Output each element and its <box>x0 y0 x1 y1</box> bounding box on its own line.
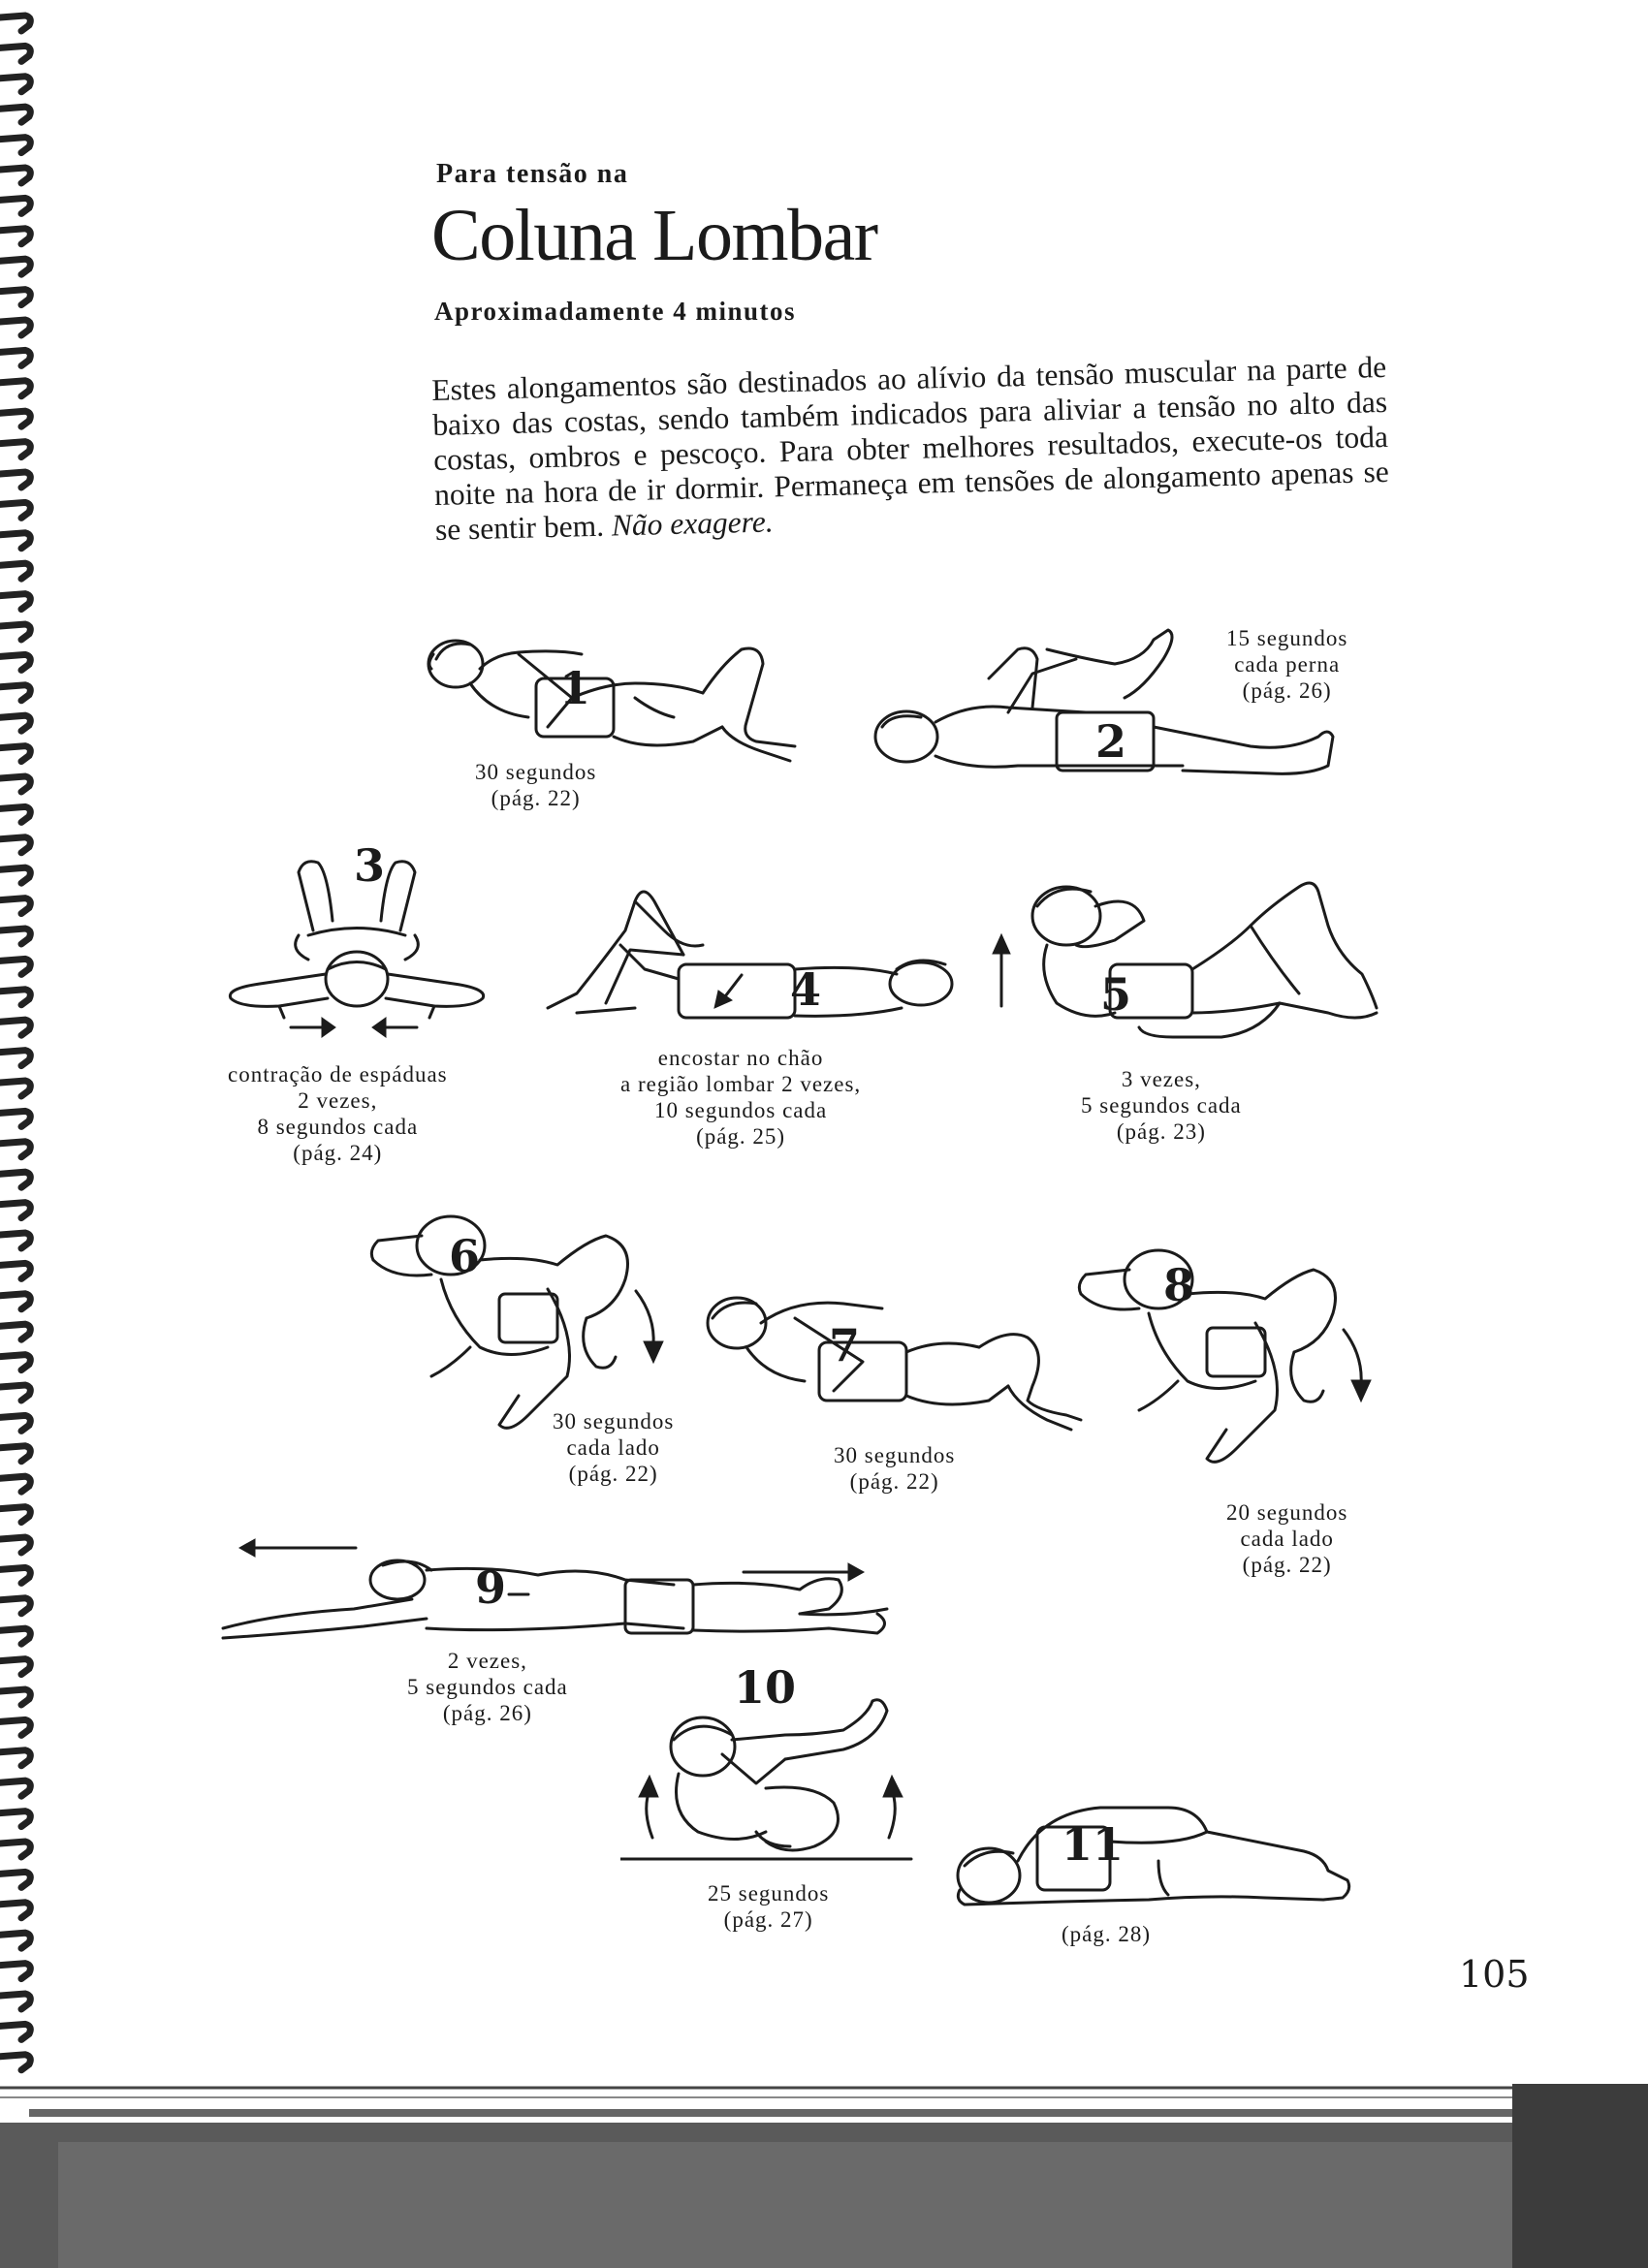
spiral-coil <box>0 320 30 335</box>
exercise-6-caption: 30 segundos cada lado (pág. 22) <box>553 1409 675 1486</box>
spiral-coil <box>0 259 30 274</box>
spiral-coil <box>0 1172 30 1187</box>
spiral-coil <box>0 837 30 853</box>
spiral-coil <box>0 959 30 974</box>
spiral-coil <box>0 1507 30 1523</box>
spiral-coil <box>0 929 30 944</box>
exercise-9-arrow-left-icon <box>238 1536 359 1559</box>
spiral-coil <box>0 1020 30 1035</box>
exercise-1-illustration <box>412 625 819 780</box>
spiral-coil <box>0 1294 30 1309</box>
exercise-5-caption: 3 vezes, 5 segundos cada (pág. 23) <box>1081 1067 1242 1144</box>
spiral-coil <box>0 168 30 183</box>
spiral-coil <box>0 1355 30 1370</box>
exercise-9-arrow-right-icon <box>742 1560 868 1584</box>
duration-label: Aproximadamente 4 minutos <box>434 297 797 326</box>
spiral-coil <box>0 1719 30 1735</box>
spiral-coil <box>0 563 30 579</box>
exercise-10-number: 10 <box>734 1661 797 1714</box>
exercise-4-caption: encostar no chão a região lombar 2 vezes, 10 segundos cada (pág. 25) <box>620 1046 862 1149</box>
spiral-coil <box>0 198 30 213</box>
intro-emphasis: Não exagere. <box>611 504 775 543</box>
spiral-coil <box>0 1111 30 1126</box>
exercise-1-caption: 30 segundos (pág. 22) <box>475 760 597 810</box>
exercise-11-caption: (pág. 28) <box>1062 1922 1152 1946</box>
spiral-coil <box>0 1842 30 1857</box>
spiral-coil <box>0 138 30 153</box>
exercise-3-caption: contração de espáduas 2 vezes, 8 segundos cada (pág. 24) <box>228 1062 448 1165</box>
exercise-4-arrow-icon <box>713 971 745 1010</box>
spiral-coil <box>0 1903 30 1918</box>
spiral-coil <box>0 1051 30 1066</box>
exercise-9-caption: 2 vezes, 5 segundos cada (pág. 26) <box>407 1649 568 1725</box>
exercise-10-illustration <box>620 1686 921 1871</box>
spiral-coil <box>0 715 30 731</box>
exercise-3-arrow-right-icon <box>289 1016 337 1039</box>
spiral-coil <box>0 2055 30 2070</box>
spiral-coil <box>0 442 30 457</box>
spiral-coil <box>0 502 30 518</box>
spiral-coil <box>0 1872 30 1887</box>
exercise-7-caption: 30 segundos (pág. 22) <box>834 1443 956 1494</box>
spiral-coil <box>0 1324 30 1339</box>
spiral-coil <box>0 1263 30 1278</box>
spiral-coil <box>0 654 30 670</box>
spiral-coil <box>0 2024 30 2039</box>
exercise-4-number: 4 <box>790 963 822 1016</box>
exercise-6-number: 6 <box>449 1230 481 1282</box>
exercise-8-illustration <box>1062 1236 1381 1478</box>
page-edge <box>0 2084 1648 2268</box>
spiral-coil <box>0 1964 30 1979</box>
spiral-coil <box>0 867 30 883</box>
spiral-coil <box>0 898 30 914</box>
exercise-5-arrow-icon <box>991 932 1012 1010</box>
spiral-coil <box>0 1933 30 1948</box>
spiral-coil <box>0 1659 30 1675</box>
spiral-coil <box>0 1811 30 1827</box>
exercise-10-caption: 25 segundos (pág. 27) <box>708 1881 830 1932</box>
spiral-coil <box>0 77 30 92</box>
exercise-10-arrow-right-icon <box>877 1774 906 1842</box>
spiral-coil <box>0 1203 30 1218</box>
exercise-1-number: 1 <box>559 662 591 714</box>
spiral-coil <box>0 990 30 1005</box>
spiral-binding <box>0 0 56 2094</box>
spiral-coil <box>0 1476 30 1492</box>
spiral-coil <box>0 1750 30 1766</box>
exercise-4-illustration <box>538 872 965 1027</box>
spiral-coil <box>0 290 30 305</box>
exercise-2-caption: 15 segundos cada perna (pág. 26) <box>1226 626 1348 703</box>
page-number: 105 <box>1459 1953 1530 1996</box>
exercise-8-number: 8 <box>1163 1259 1195 1311</box>
spiral-coil <box>0 229 30 244</box>
spiral-coil <box>0 533 30 549</box>
section-kicker: Para tensão na <box>436 159 629 189</box>
spiral-coil <box>0 1081 30 1096</box>
exercise-11-number: 11 <box>1062 1818 1125 1871</box>
exercise-7-number: 7 <box>829 1319 861 1371</box>
spiral-coil <box>0 1780 30 1796</box>
spiral-coil <box>0 1415 30 1431</box>
spiral-coil <box>0 806 30 822</box>
exercise-2-number: 2 <box>1095 715 1127 768</box>
exercise-8-arrow-icon <box>1338 1326 1377 1403</box>
spiral-coil <box>0 472 30 488</box>
spiral-coil <box>0 1142 30 1157</box>
spiral-coil <box>0 594 30 610</box>
exercise-9-number: 9 <box>475 1561 507 1614</box>
spiral-coil <box>0 107 30 122</box>
spiral-coil <box>0 1994 30 2009</box>
spiral-coil <box>0 1567 30 1583</box>
exercise-11-illustration <box>945 1793 1372 1919</box>
spiral-coil <box>0 350 30 365</box>
spiral-coil <box>0 381 30 396</box>
spiral-coil <box>0 411 30 426</box>
spiral-coil <box>0 1689 30 1705</box>
exercise-8-caption: 20 segundos cada lado (pág. 22) <box>1226 1500 1348 1577</box>
exercise-5-number: 5 <box>1100 968 1132 1021</box>
exercise-10-arrow-left-icon <box>635 1774 664 1842</box>
intro-text: Estes alongamentos são destinados ao alívio da tensão muscular na parte de baixo das costas, sendo também indicados para aliviar a tensão no alto das costas, ombros e pescoço. Para obter melhores resultados, execute-os toda noite na hora de ir dormir. Permaneça em tensões de alongamento apenas se se sentir bem. <box>431 349 1390 547</box>
spiral-coil <box>0 46 30 61</box>
spiral-coil <box>0 1233 30 1248</box>
spiral-coil <box>0 1537 30 1553</box>
spiral-coil <box>0 1598 30 1614</box>
page-title: Coluna Lombar <box>431 195 877 276</box>
exercise-5-illustration <box>1008 867 1386 1052</box>
spiral-coil <box>0 1628 30 1644</box>
exercise-3-number: 3 <box>354 839 386 892</box>
spiral-coil <box>0 776 30 792</box>
spiral-coil <box>0 624 30 640</box>
exercise-7-illustration <box>688 1279 1095 1434</box>
spiral-coil <box>0 1446 30 1462</box>
spiral-coil <box>0 16 30 31</box>
intro-paragraph <box>431 350 1390 548</box>
spiral-coil <box>0 746 30 762</box>
exercise-6-arrow-icon <box>630 1287 669 1365</box>
spiral-coil <box>0 1385 30 1401</box>
spiral-coil <box>0 685 30 701</box>
exercise-3-arrow-left-icon <box>370 1016 419 1039</box>
